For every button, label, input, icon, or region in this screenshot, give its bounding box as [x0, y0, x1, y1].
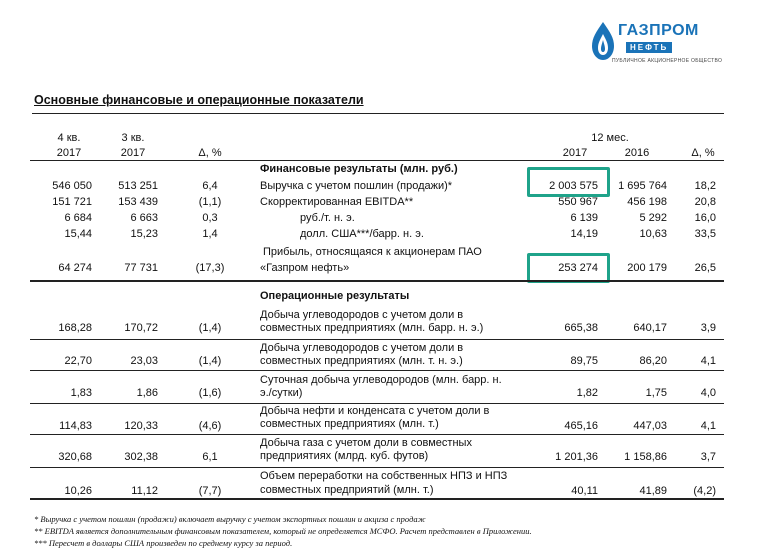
cell-2017: 253 274	[558, 262, 598, 274]
cell-2017: 550 967	[558, 196, 598, 208]
cell-q3: 153 439	[118, 196, 158, 208]
cell-delta-y: 4,1	[700, 420, 716, 432]
cell-delta-y: 33,5	[694, 228, 716, 240]
cell-delta-y: 26,5	[694, 262, 716, 274]
cell-2016: 86,20	[639, 355, 667, 367]
header-divider	[30, 160, 724, 161]
cell-2017: 1,82	[576, 387, 598, 399]
cell-label: Добыча углеводородов с учетом доли в	[260, 309, 464, 321]
cell-delta-q: (4,6)	[198, 420, 222, 432]
cell-delta-q: (7,7)	[198, 485, 222, 497]
cell-delta-q: 6,1	[202, 451, 218, 463]
cell-q4: 6 684	[64, 212, 92, 224]
cell-label: Добыча углеводородов с учетом доли в	[260, 342, 464, 354]
cell-label: Прибыль, относящаяся к акционерам ПАО	[263, 246, 482, 258]
cell-2017: 40,11	[571, 485, 598, 497]
cell-delta-y: 4,1	[700, 355, 716, 367]
cell-delta-q: (1,6)	[198, 387, 222, 399]
cell-q3: 1,86	[136, 387, 158, 399]
cell-q4: 114,83	[59, 420, 92, 432]
cell-q4: 64 274	[58, 262, 92, 274]
cell-delta-y: 3,9	[700, 322, 716, 334]
cell-delta-y: 20,8	[694, 196, 716, 208]
header-delta-y: Δ, %	[691, 147, 715, 159]
cell-delta-q: (1,4)	[198, 322, 222, 334]
cell-2016: 5 292	[639, 212, 667, 224]
cell-label-line2: совместных предприятиях (млн. барр. н. э.)	[260, 322, 484, 334]
footnote: ** EBITDA является дополнительным финансовым показателем, который не определяется МСФО. Расчет представлен в Приложении.	[34, 526, 532, 536]
title-divider	[32, 113, 724, 114]
logo-tagline: ПУБЛИЧНОЕ АКЦИОНЕРНОЕ ОБЩЕСТВО	[612, 58, 723, 64]
cell-q4: 168,28	[58, 322, 92, 334]
cell-delta-q: 1,4	[202, 228, 218, 240]
cell-2017: 2 003 575	[549, 180, 598, 192]
cell-q3: 23,03	[130, 355, 158, 367]
row-divider	[30, 403, 724, 404]
cell-2016: 41,89	[639, 485, 667, 497]
cell-2016: 447,03	[633, 420, 667, 432]
cell-q4: 546 050	[52, 180, 92, 192]
cell-2017: 89,75	[570, 355, 598, 367]
cell-2016: 1,75	[645, 387, 667, 399]
row-divider	[30, 339, 724, 340]
header-q3: 3 кв.	[121, 132, 145, 144]
cell-label: Добыча нефти и конденсата с учетом доли в	[260, 405, 490, 417]
cell-label: Объем переработки на собственных НПЗ и НПЗ	[260, 470, 508, 482]
cell-2016: 1 695 764	[618, 180, 667, 192]
cell-2016: 1 158,86	[624, 451, 667, 463]
table-bottom-divider	[30, 498, 724, 500]
cell-delta-y: 16,0	[694, 212, 716, 224]
footnote: * Выручка с учетом пошлин (продажи) включает выручку с учетом экспортных пошлин и акциза с продаж	[34, 514, 426, 524]
cell-q3: 77 731	[124, 262, 158, 274]
cell-q3: 15,23	[130, 228, 158, 240]
header-q3-year: 2017	[120, 147, 146, 159]
cell-delta-y: 4,0	[700, 387, 716, 399]
cell-q3: 513 251	[118, 180, 158, 192]
cell-label-line2: совместных предприятиях (млн. т. н. э.)	[260, 355, 463, 367]
cell-2017: 465,16	[564, 420, 598, 432]
section-divider	[30, 280, 724, 282]
cell-q4: 320,68	[58, 451, 92, 463]
cell-delta-q: (17,3)	[195, 262, 225, 274]
highlight-box-revenue	[527, 167, 610, 197]
row-divider	[30, 370, 724, 371]
header-delta-q: Δ, %	[198, 147, 222, 159]
cell-2017: 14,19	[570, 228, 598, 240]
header-q4-year: 2017	[56, 147, 82, 159]
logo-sub: НЕФТЬ	[626, 42, 672, 53]
cell-label-line2: совместных предприятиях (млн. т.)	[260, 418, 439, 430]
cell-q4: 1,83	[70, 387, 92, 399]
cell-2017: 665,38	[564, 322, 598, 334]
footnote: *** Пересчет в доллары США произведен по среднему курсу за период.	[34, 538, 293, 548]
cell-delta-y: 18,2	[694, 180, 716, 192]
row-divider	[30, 434, 724, 435]
cell-2016: 10,63	[639, 228, 667, 240]
cell-q3: 120,33	[124, 420, 158, 432]
cell-q3: 170,72	[124, 322, 158, 334]
cell-q4: 15,44	[64, 228, 92, 240]
cell-q4: 10,26	[64, 485, 92, 497]
cell-q4: 151 721	[52, 196, 92, 208]
cell-q4: 22,70	[64, 355, 92, 367]
cell-delta-q: 0,3	[202, 212, 218, 224]
header-12m-2017: 2017	[562, 147, 588, 159]
header-12m-2016: 2016	[624, 147, 650, 159]
cell-label: Суточная добыча углеводородов (млн. барр. н.	[260, 374, 502, 386]
operational-heading: Операционные результаты	[260, 290, 410, 302]
company-logo	[588, 20, 723, 70]
cell-delta-q: (1,4)	[198, 355, 222, 367]
cell-delta-q: 6,4	[202, 180, 218, 192]
cell-2016: 456 198	[627, 196, 667, 208]
cell-label-line2: совместных предприятий (млн. т.)	[260, 484, 434, 496]
cell-label: Скорректированная EBITDA**	[260, 196, 414, 208]
logo-brand: ГАЗПРОМ	[618, 22, 699, 39]
cell-2017: 6 139	[570, 212, 598, 224]
highlight-box-profit	[527, 253, 610, 283]
header-q4: 4 кв.	[57, 132, 81, 144]
cell-q3: 11,12	[131, 485, 158, 497]
cell-label: долл. США***/барр. н. э.	[300, 228, 424, 240]
cell-label-line2: предприятиях (млрд. куб. футов)	[260, 450, 429, 462]
cell-label-line2: «Газпром нефть»	[260, 262, 350, 274]
financial-heading: Финансовые результаты (млн. руб.)	[260, 163, 458, 175]
cell-label: Выручка с учетом пошлин (продажи)*	[260, 180, 453, 192]
cell-q3: 6 663	[130, 212, 158, 224]
row-divider	[30, 467, 724, 468]
cell-delta-q: (1,1)	[198, 196, 222, 208]
cell-label-line2: э./сутки)	[260, 387, 303, 399]
flame-icon	[588, 20, 618, 62]
cell-delta-y: (4,2)	[693, 485, 716, 497]
page-title: Основные финансовые и операционные показатели	[34, 93, 364, 107]
cell-label: руб./т. н. э.	[300, 212, 355, 224]
header-12m: 12 мес.	[591, 132, 629, 144]
cell-delta-y: 3,7	[700, 451, 716, 463]
cell-2017: 1 201,36	[555, 451, 598, 463]
cell-q3: 302,38	[124, 451, 158, 463]
cell-label: Добыча газа с учетом доли в совместных	[260, 437, 472, 449]
cell-2016: 200 179	[627, 262, 667, 274]
cell-2016: 640,17	[633, 322, 667, 334]
